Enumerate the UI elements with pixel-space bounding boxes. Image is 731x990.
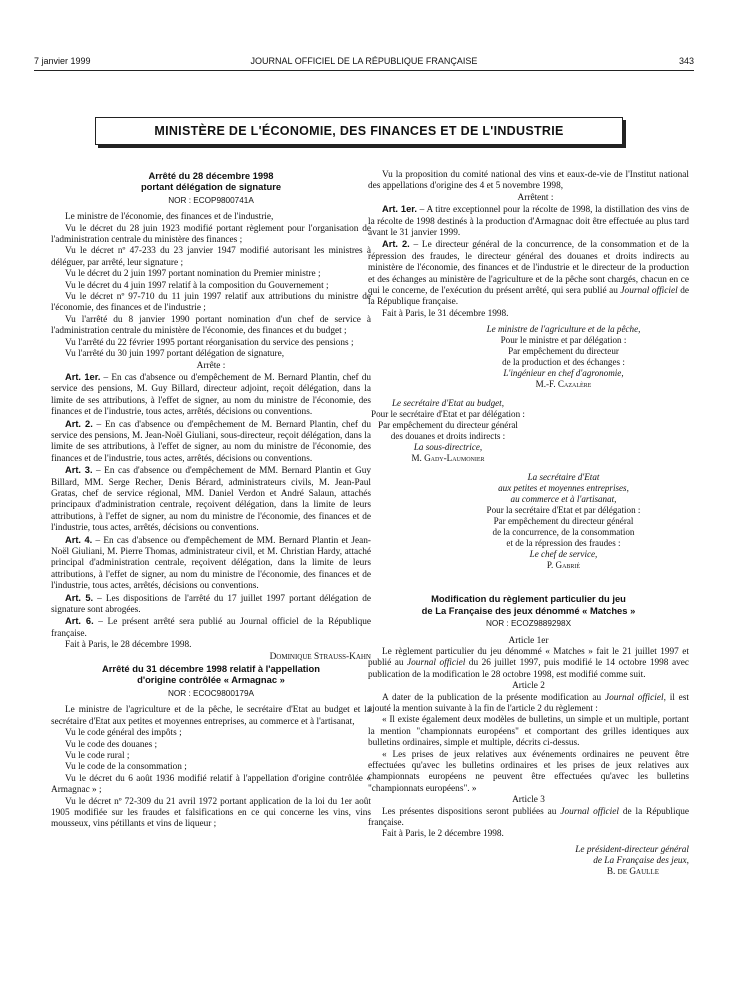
signatory-line: Par empêchement du directeur général <box>493 516 634 527</box>
article-label: Art. 6. <box>65 616 94 627</box>
header-date: 7 janvier 1999 <box>34 56 91 66</box>
signatory-line: Par empêchement du directeur <box>508 346 619 357</box>
visa-paragraph: Vu le décret nº 47-233 du 23 janvier 1947 modifié autorisant les ministres à déléguer, par arrêté, leur signature ; <box>51 246 371 268</box>
header-journal-title: JOURNAL OFFICIEL DE LA RÉPUBLIQUE FRANÇAISE <box>250 56 478 66</box>
rule-change-subtitle: de La Française des jeux dénommé « Matches » <box>421 604 636 616</box>
article-2-quote-2: « Les prises de jeux relatives aux événements ordinaires ne peuvent être effectuées qu'avec les bulletins ordinaires et les prises de jeux relatives aux championnats européens ne peuvent être effectuées qu'avec les bulletins "championnats européens". » <box>368 749 689 794</box>
article-text: – En cas d'absence ou d'empêchement de MM. Bernard Plantin et Jean-Noël Giuliani, M. Pierre Thomas, administrateur civil, et M. Christian Hardy, attaché principal d'administration centrale, reçoivent délégation, dans la limite de leurs attributions, à l'effet de signer, au nom du ministre de l'économie, des finances et de l'industrie, tous actes, arrêtés, décisions ou conventions. <box>51 535 371 592</box>
article-text: – Les dispositions de l'arrêté du 17 juillet 1997 portant délégation de signature sont abrogées. <box>51 593 371 616</box>
signatory-title: au commerce et à l'artisanat, <box>510 494 617 505</box>
signatory-role: de La Française des jeux, <box>593 855 689 866</box>
journal-name: Journal officiel <box>605 692 664 703</box>
signatory-line: des douanes et droits indirects : <box>390 431 506 442</box>
article-2-text <box>368 693 689 716</box>
decree-2-article-2 <box>368 239 689 308</box>
visa-paragraph: Vu le code rural ; <box>65 750 130 761</box>
decree-2-title: Arrêté du 31 décembre 1998 relatif à l'appellation <box>102 663 320 675</box>
header-page-number: 343 <box>678 56 694 66</box>
article-label: Art. 1er. <box>65 371 101 382</box>
decree-2-nor: NOR : ECOC9800179A <box>167 688 254 698</box>
signatory-role: Le chef de service, <box>529 549 598 560</box>
signatory-title: aux petites et moyennes entreprises, <box>498 483 629 494</box>
article-paragraph <box>51 465 371 534</box>
signatory-role: Le président-directeur général <box>575 844 689 855</box>
visa-paragraph: Vu le code des douanes ; <box>65 739 158 750</box>
visa-paragraph: Vu l'arrêté du 8 janvier 1990 portant nomination d'un chef de service à l'administration centrale du ministère de l'économie, des finances et du budget ; <box>51 314 371 337</box>
article-label: Art. 2. <box>382 239 410 250</box>
journal-name: Journal officiel <box>560 806 619 817</box>
decree-1-signature: Dominique Strauss-Kahn <box>269 651 371 662</box>
rule-change-date: Fait à Paris, le 2 décembre 1998. <box>382 829 504 840</box>
signatory-role: L'ingénieur en chef d'agronomie, <box>503 368 624 379</box>
header-rule <box>34 70 694 71</box>
article-3-text <box>368 807 689 830</box>
ministry-banner: MINISTÈRE DE L'ÉCONOMIE, DES FINANCES ET DE L'INDUSTRIE <box>95 117 623 145</box>
article-paragraph <box>51 616 371 640</box>
article-label: Art. 2. <box>65 418 93 429</box>
decree-2-date: Fait à Paris, le 31 décembre 1998. <box>382 308 509 319</box>
page-header <box>34 56 694 70</box>
article-text: – En cas d'absence ou d'empêchement de MM. Bernard Plantin et Guy Billard, MM. Serge Recher, Denis Bérard, administrateurs civils, M. Jean-Paul Gratas, chef de service régional, MM. Daniel Verdon et André Salaun, attachés principaux d'administration centrale, reçoivent délégation, dans la limite de leurs attributions, à l'effet de signer, au nom du ministre de l'économie, des finances et de l'industrie, tous actes, arrêtés, décisions ou conventions. <box>51 466 371 534</box>
decree-2-visas <box>51 705 371 830</box>
article-2-heading: Article 2 <box>512 681 545 692</box>
signatory-line: de la concurrence, de la consommation <box>492 527 635 538</box>
signatory-line: et de la répression des fraudes : <box>506 538 621 549</box>
article-2-quote-1: « Il existe également deux modèles de bulletins, un simple et un multiple, portant la mention "championnats européens" et comportant des grilles identiques aux bulletins ordinaires, simple et multiple, décrits ci-dessus. <box>368 715 689 749</box>
article-text: de la République française. <box>368 286 689 308</box>
decree-1-subtitle: portant délégation de signature <box>140 181 282 193</box>
visa-paragraph: Vu le décret du 28 juin 1923 modifié portant règlement pour l'organisation de l'administration centrale du ministère des finances ; <box>51 223 371 246</box>
article-label: Art. 5. <box>65 592 94 603</box>
article-text: Le règlement particulier du jeu dénommé « Matches » fait le 21 juillet 1997 et publié au <box>368 646 689 669</box>
signatory-name: B. de Gaulle <box>606 866 659 877</box>
visa-paragraph: Vu le décret du 4 juin 1997 relatif à la composition du Gouvernement ; <box>65 280 329 291</box>
article-paragraph <box>51 593 371 617</box>
decree-1-nor: NOR : ECOP9800741A <box>168 195 254 205</box>
signatory-line: Pour le secrétaire d'Etat et par délégation : <box>371 409 525 420</box>
article-text: – En cas d'absence ou d'empêchement de M. Bernard Plantin, chef du service des pensions, M. Jean-Noël Giuliani, sous-directeur, reçoit délégation, dans la limite de ses attributions, à l'effet de signer, au nom du ministre de l'économie, des finances et de l'industrie, tous actes, arrêtés, décisions ou conventions. <box>51 419 371 464</box>
article-label: Art. 4. <box>65 534 93 545</box>
right-column <box>368 170 689 878</box>
article-text: du 26 juillet 1997, puis modifié le 14 octobre 1998 avec publication de la modification le 28 octobre 1998, est modifié comme suit. <box>368 658 689 680</box>
signatory-title: La secrétaire d'Etat <box>527 472 600 483</box>
rule-change-nor: NOR : ECOZ9889298X <box>485 619 572 629</box>
signatory-title: Le ministre de l'agriculture et de la pêche, <box>486 324 641 335</box>
visa-paragraph: Vu le décret du 6 août 1936 modifié relatif à l'appellation d'origine contrôlée « Armagnac » ; <box>51 773 371 796</box>
article-text: A dater de la publication de la présente modification au <box>382 692 605 703</box>
signatory-role: La sous-directrice, <box>413 442 483 453</box>
rule-change-title: Modification du règlement particulier du jeu <box>431 593 626 605</box>
left-column <box>51 170 371 831</box>
decree-2-arretent: Arrêtent : <box>517 192 554 203</box>
article-1-text <box>368 647 689 681</box>
decree-2-visa-last: Vu la proposition du comité national des vins et eaux-de-vie de l'Institut national des appellations d'origine des 4 et 5 novembre 1998, <box>368 170 689 192</box>
signature-block-budget <box>368 398 528 464</box>
article-text: Les présentes dispositions seront publiées au <box>382 806 561 817</box>
journal-name: Journal officiel <box>407 658 466 669</box>
signatory-name: M. Gady-Laumonier <box>411 453 485 464</box>
article-text: – En cas d'absence ou d'empêchement de M. Bernard Plantin, chef du service des pensions, M. Guy Billard, directeur adjoint, reçoit délégation, dans la limite de ses attributions, à l'effet de signer, au nom du ministre de l'économie, des finances et de l'industrie, tous actes, arrêtés, décisions ou conventions. <box>51 372 371 418</box>
journal-name: Journal officiel <box>620 286 678 297</box>
decree-1-title: Arrêté du 28 décembre 1998 <box>148 170 274 181</box>
visa-paragraph: Vu le code de la consommation ; <box>65 762 187 773</box>
signature-block-commerce <box>438 472 689 571</box>
article-text: – Le directeur général de la concurrence, de la consommation et de la répression des fraudes, le directeur général des douanes et droits indirects au ministère de l'économie, des finances et de l'industrie et le directeur de la production et des échanges au ministère de l'agriculture et de la pêche sont chargés, chacun en ce qui le concerne, de l'exécution du présent arrêté, qui sera publié au <box>368 240 689 297</box>
signatory-name: M.-F. Cazalère <box>535 379 592 390</box>
signatory-name: P. Gabrié <box>546 560 581 571</box>
decree-1-articles <box>51 372 371 640</box>
visa-paragraph: Le ministre de l'économie, des finances et de l'industrie, <box>65 212 274 223</box>
article-paragraph <box>51 535 371 593</box>
decree-2-article-1 <box>368 204 689 239</box>
decree-1-date: Fait à Paris, le 28 décembre 1998. <box>65 640 192 651</box>
article-paragraph <box>51 372 371 419</box>
signature-block-agriculture <box>438 324 689 390</box>
article-text: de la République française. <box>368 806 689 828</box>
decree-1-visas <box>51 212 371 360</box>
signatory-title: Le secrétaire d'Etat au budget, <box>392 398 504 409</box>
signatory-line: Pour la secrétaire d'Etat et par délégation : <box>486 505 641 516</box>
visa-paragraph: Vu le décret du 2 juin 1997 portant nomination du Premier ministre ; <box>65 269 321 280</box>
article-text: , il est ajouté la mention suivante à la fin de l'article 2 du règlement : <box>368 692 690 714</box>
decree-1-arrete: Arrête : <box>196 360 226 371</box>
article-label: Art. 1er. <box>382 204 417 215</box>
signatory-line: Par empêchement du directeur général <box>378 420 518 431</box>
visa-paragraph: Le ministre de l'agriculture et de la pêche, le secrétaire d'Etat au budget et la secrétaire d'Etat aux petites et moyennes entreprises, au commerce et à l'artisanat, <box>51 705 371 727</box>
rule-change-signature <box>368 845 689 878</box>
article-paragraph <box>51 419 371 466</box>
visa-paragraph: Vu le décret nº 72-309 du 21 avril 1972 portant application de la loi du 1er août 1905 modifiée sur les fraudes et falsifications en ce qui concerne les vins, vins mousseux, vins pétillants et vins de liqueur ; <box>51 796 371 830</box>
article-text: – A titre exceptionnel pour la récolte de 1998, la distillation des vins de la récolte de 1998 destinés à la production d'Armagnac doit être effectuée au plus tard avant le 31 janvier 1999. <box>368 205 689 239</box>
article-text: – Le présent arrêté sera publié au Journal officiel de la République française. <box>51 617 371 639</box>
decree-2-subtitle: d'origine contrôlée « Armagnac » <box>137 674 285 686</box>
visa-paragraph: Vu l'arrêté du 22 février 1995 portant réorganisation du service des pensions ; <box>65 337 354 348</box>
signatory-line: de la production et des échanges : <box>502 357 625 368</box>
article-label: Art. 3. <box>65 465 93 476</box>
visa-paragraph: Vu le décret nº 97-710 du 11 juin 1997 relatif aux attributions du ministre de l'économie, des finances et de l'industrie ; <box>51 292 371 314</box>
visa-paragraph: Vu le code général des impôts ; <box>65 728 182 739</box>
visa-paragraph: Vu l'arrêté du 30 juin 1997 portant délégation de signature, <box>65 349 285 360</box>
signatory-line: Pour le ministre et par délégation : <box>500 335 627 346</box>
article-1-heading: Article 1er <box>508 635 549 646</box>
article-3-heading: Article 3 <box>512 795 545 806</box>
